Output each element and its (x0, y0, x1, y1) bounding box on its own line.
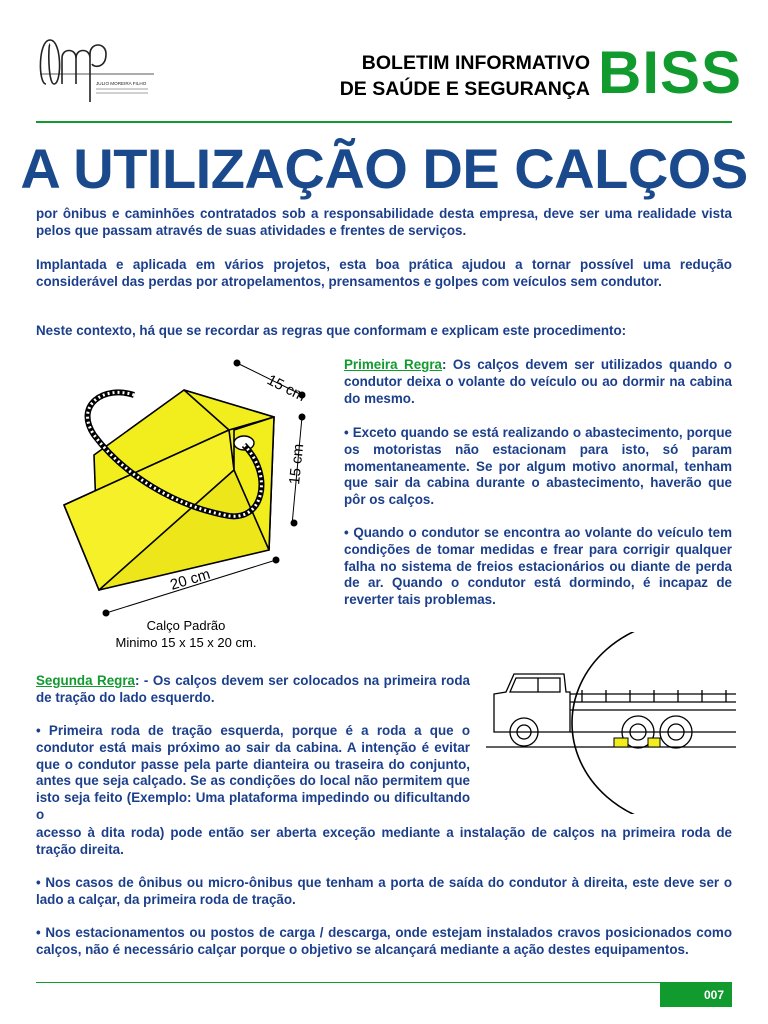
rule2-paragraph (36, 673, 470, 707)
chock-caption (86, 617, 286, 651)
intro-paragraph-1: por ônibus e caminhões contratados sob a responsabilidade desta empresa, deve ser uma realidade vista pelos que passam através de suas atividades e frentes de serviços. (36, 206, 732, 238)
rule1-name: Primeira Regra (344, 357, 443, 372)
page-title: A UTILIZAÇÃO DE CALÇOS (20, 137, 748, 200)
bulletin-heading-line1: BOLETIM INFORMATIVO (361, 52, 590, 74)
rule1-text: : Os calços devem ser utilizados quando o condutor deixa o volante do veículo ou ao dormir na cabina do mesmo. (344, 357, 732, 406)
dimension-bottom: 20 cm (168, 565, 213, 594)
chock-caption-line2: Minimo 15 x 15 x 20 cm. (115, 635, 257, 650)
biss-acronym: BISS (598, 39, 743, 106)
bulletin-heading-line2: DE SAÚDE E SEGURANÇA (339, 78, 590, 100)
rule2-name: Segunda Regra (36, 673, 135, 688)
chock-caption-line1: Calço Padrão (146, 618, 226, 633)
rule2-bullet-2: • Nos casos de ônibus ou micro-ônibus que tenham a porta de saída do condutor à direita, este deve ser o lado a calçar, da primeira roda de tração. (36, 875, 732, 907)
wheel-chock-illustration (44, 355, 344, 620)
rule1-bullet-2: • Quando o condutor se encontra ao volante do veículo tem condições de tomar medidas e frear para corrigir qualquer falha no sistema de freios estacionários ou diante de perda de ar. Quando o condutor está dormindo, é incapaz de reverter tais problemas. (344, 525, 732, 608)
logo-text: JULIO MOREIRA FILHO (96, 81, 147, 86)
bulletin-heading (300, 50, 590, 102)
intro-paragraph-2: Implantada e aplicada em vários projetos, esta boa prática ajudou a tornar possível uma redução considerável das perdas por atropelamentos, prensamentos e golpes com veículos sem condutor. (36, 257, 732, 289)
intro-paragraph-3: Neste contexto, há que se recordar as regras que conformam e explicam este procedimento: (36, 323, 627, 338)
footer-divider (36, 982, 732, 983)
rule2-bullet-3: • Nos estacionamentos ou postos de carga / descarga, onde estejam instalados cravos posicionados como calços, não é necessário calçar porque o objetivo se alcançará mediante a ação destes equipamentos. (36, 925, 732, 957)
rule1-paragraph (344, 357, 732, 407)
dimension-side: 15 cm (286, 443, 308, 486)
truck-chock-illustration (486, 632, 740, 814)
rule1-bullet-1: • Exceto quando se está realizando o abastecimento, porque os motoristas não estacionam para isto, só param momentaneamente. Se por algum motivo anormal, tenham que sair da cabina durante o abastecimento, haverão que pôr os calços. (344, 425, 732, 508)
dimension-top: 15 cm (264, 371, 309, 406)
rule2-bullet-1-continued: acesso à dita roda) pode então ser aberta exceção mediante a instalação de calços na primeira roda de tração direita. (36, 825, 732, 857)
rule2-text: : - Os calços devem ser colocados na primeira roda de tração do lado esquerdo. (36, 673, 470, 705)
rule2-bullet-1: • Primeira roda de tração esquerda, porque é a roda a que o condutor está mais próximo ao sair da cabina. A intenção é evitar que o condutor passe pela parte dianteira ou traseira do conjunto, antes que seja calçado. Se as condições do local não permitem que isto seja feito (Exemplo: Uma plataforma impedindo ou dificultando o (36, 723, 470, 822)
page-number: 007 (660, 983, 732, 1007)
company-logo (36, 34, 156, 106)
header-divider (36, 121, 732, 123)
